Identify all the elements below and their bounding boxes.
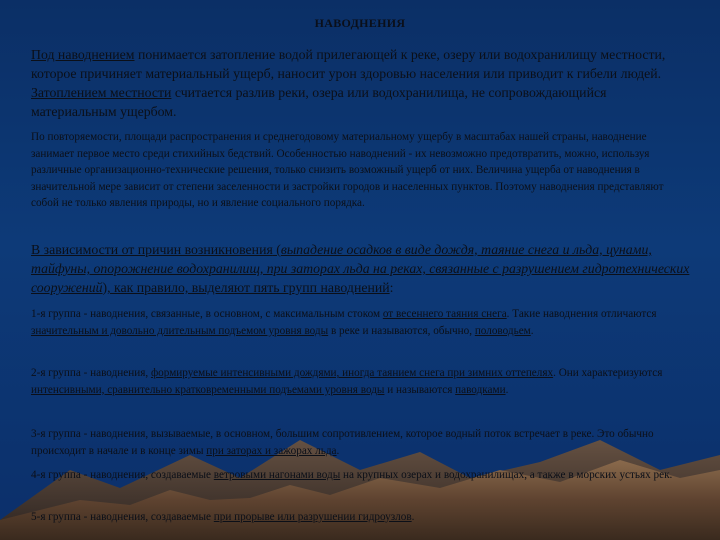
term-freshet: паводками bbox=[455, 383, 506, 396]
group-5-paragraph: 5-я группа - наводнения, создаваемые при прорыве или разрушении гидроузлов. bbox=[31, 511, 415, 523]
group-4-paragraph: 4-я группа - наводнения, создаваемые ветровыми нагонами воды на крупных озерах и водохранилищах, а также в морских устьях рек. bbox=[31, 469, 673, 481]
causes-list: выпадение осадков в виде дождя, таяние снега и льда, цунами, тайфуны, опорожнение водохранилищ, при заторах льда на реках, связанные с разрушением гидротехнических сооружений bbox=[31, 242, 690, 295]
definition-paragraph: Под наводнением понимается затопление водой прилегающей к реке, озеру или водохранилищу местности, которое причиняет материальный ущерб, наносит урон здоровью населения или приводит к гибели людей. Затоплением местности считается разлив реки, озера или водохранилища, не сопровождающийся материальным ущербом. bbox=[31, 47, 666, 119]
group-1-paragraph: 1-я группа - наводнения, связанные, в основном, с максимальным стоком от весеннего таяния снега. Такие наводнения отличаются значительным и довольно длительным подъемом уровня воды в реке и называются, обычно, половодьем. bbox=[31, 308, 657, 337]
significance-paragraph: По повторяемости, площади распространения и среднегодовому материальному ущербу в масштабах нашей страны, наводнение занимает первое место среди стихийных бедствий. Особенностью наводнений - их невозможно предотвратить, можно, используя различные организационно-технические решения, только снизить возможный ущерб от них. Величина ущерба от наводнения в значительной мере зависит от степени заселенности и застройки городов и населенных пунктов. Поэтому наводнения представляют собой не только явления природы, но и явление социального порядка. bbox=[31, 131, 664, 210]
page-title: НАВОДНЕНИЯ bbox=[314, 16, 406, 30]
group-2-paragraph: 2-я группа - наводнения, формируемые интенсивными дождями, иногда таянием снега при зимних оттепелях. Они характеризуются интенсивными, сравнительно кратковременными подъемами уровня воды и называются паводками. bbox=[31, 367, 663, 396]
causes-paragraph: В зависимости от причин возникновения (выпадение осадков в виде дождя, таяние снега и льда, цунами, тайфуны, опорожнение водохранилищ, при заторах льда на реках, связанные с разрушением гидротехнических сооружений), как правило, выделяют пять групп наводнений: bbox=[31, 242, 690, 295]
term-flood-season: половодьем bbox=[474, 324, 531, 337]
group-3-paragraph: 3-я группа - наводнения, вызываемые, в основном, большим сопротивлением, которое водный поток встречает в реке. Это обычно происходит в начале и в конце зимы при заторах и зажорах льда. bbox=[31, 428, 654, 457]
term-flood: Под наводнением bbox=[31, 47, 135, 62]
term-inundation: Затоплением местности bbox=[31, 85, 172, 100]
